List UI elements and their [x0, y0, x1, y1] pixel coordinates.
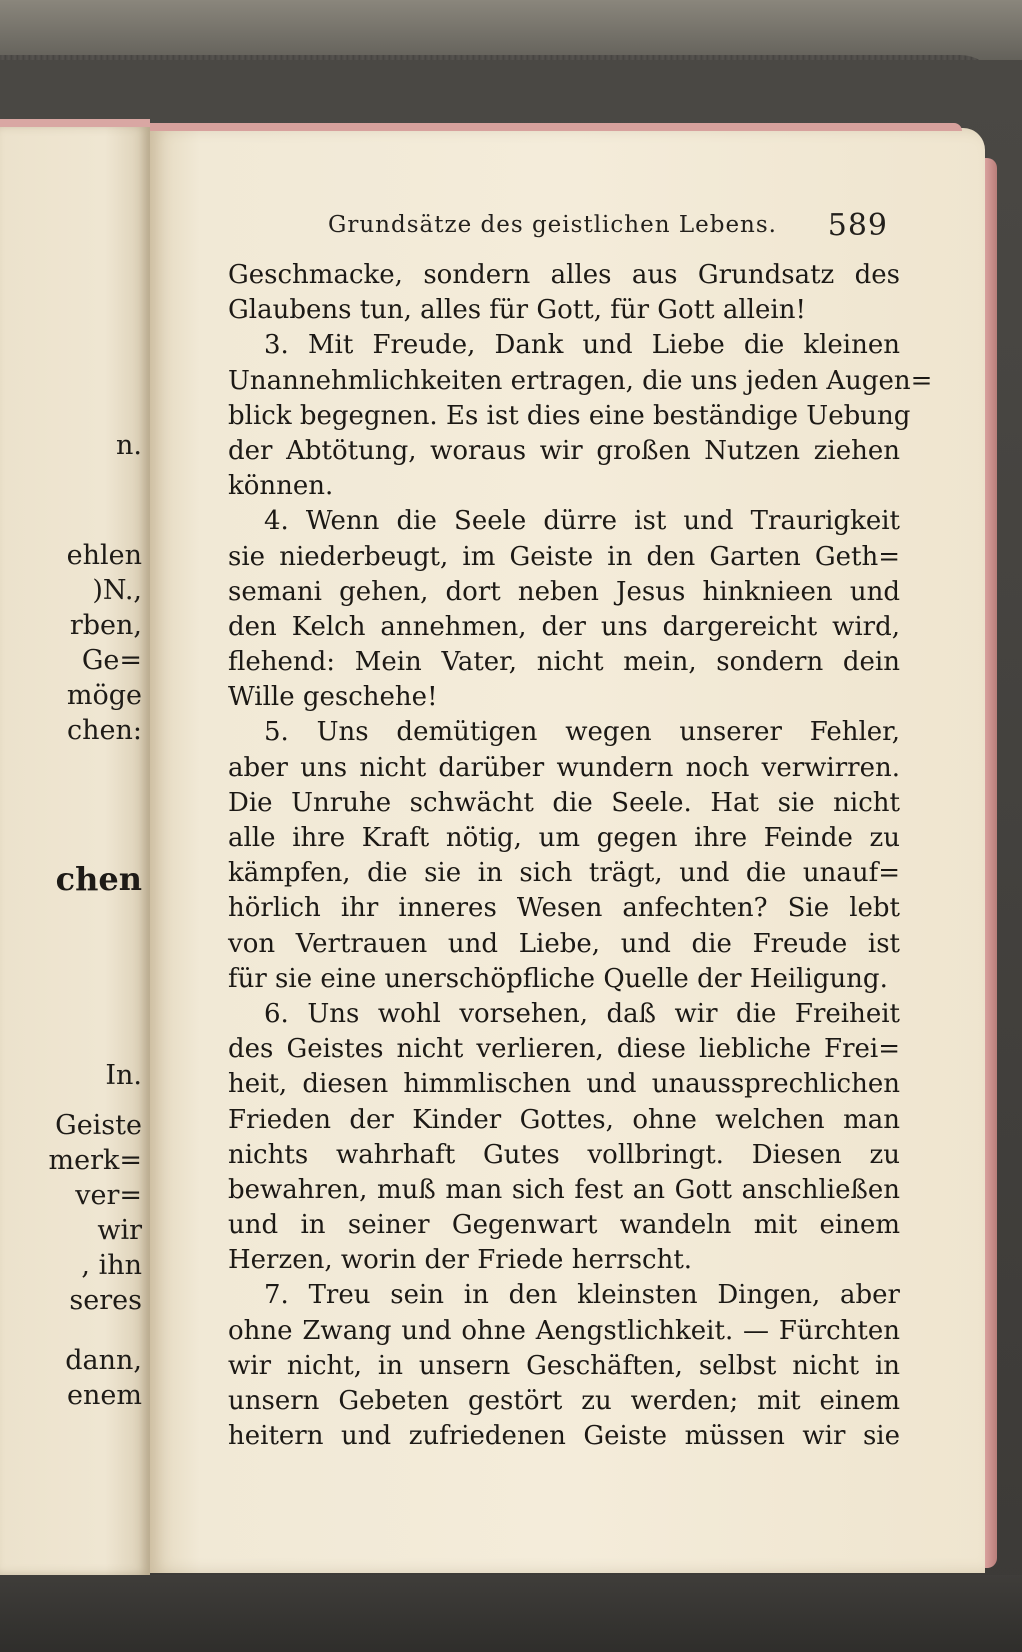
text-line: kämpfen, die sie in sich trägt, und die unauf= [228, 858, 900, 889]
left-page-red-edge [0, 119, 150, 127]
left-page-fragment: enem [67, 1380, 142, 1411]
left-page-fragment: chen: [67, 715, 142, 746]
text-line: bewahren, muß man sich fest an Gott anschließen [228, 1174, 900, 1205]
text-line: heitern und zufriedenen Geiste müssen wir sie [228, 1421, 900, 1452]
text-line: heit, diesen himmlischen und unaussprechlichen [228, 1069, 900, 1100]
running-header [328, 208, 888, 248]
text-line: nichts wahrhaft Gutes vollbringt. Diesen zu [228, 1139, 900, 1170]
text-line: wir nicht, in unsern Geschäften, selbst nicht in [228, 1350, 900, 1381]
text-line: alle ihre Kraft nötig, um gegen ihre Feinde zu [228, 823, 900, 853]
text-line: Herzen, worin der Friede herrscht. [228, 1245, 693, 1276]
left-page-fragment: chen [55, 860, 142, 898]
text-line: 5. Uns demütigen wegen unserer Fehler, [264, 717, 900, 748]
text-line: den Kelch annehmen, der uns dargereicht wird, [228, 611, 900, 642]
text-line: ohne Zwang und ohne Aengstlichkeit. — Fürchten [228, 1315, 900, 1346]
right-page-red-edge-side [985, 158, 997, 1568]
left-page-fragment: seres [69, 1285, 142, 1316]
text-line: 3. Mit Freude, Dank und Liebe die kleinen [264, 330, 900, 361]
left-page-fragment: merk= [48, 1145, 142, 1176]
text-line: Glaubens tun, alles für Gott, für Gott allein! [228, 295, 806, 326]
text-line: für sie eine unerschöpfliche Quelle der Heiligung. [228, 963, 888, 994]
text-line: blick begegnen. Es ist dies eine beständige Uebung [228, 400, 911, 431]
text-line: Frieden der Kinder Gottes, ohne welchen man [228, 1104, 900, 1135]
running-title: Grundsätze des geistlichen Lebens. [328, 212, 777, 238]
text-line: Die Unruhe schwächt die Seele. Hat sie nicht [228, 787, 900, 818]
left-page-fragment: möge [66, 680, 142, 711]
text-line: 7. Treu sein in den kleinsten Dingen, aber [264, 1280, 900, 1311]
left-page-fragment: wir [97, 1215, 142, 1246]
left-page-fragment: , ihn [81, 1250, 142, 1281]
book-cover-bottom [0, 1575, 1022, 1652]
text-line: des Geistes nicht verlieren, diese liebliche Frei= [228, 1034, 900, 1065]
text-line: der Abtötung, woraus wir großen Nutzen ziehen [228, 435, 900, 466]
text-line: Unannehmlichkeiten ertragen, die uns jeden Augen= [228, 365, 933, 396]
text-line: 4. Wenn die Seele dürre ist und Traurigkeit [264, 506, 900, 537]
text-line: können. [228, 471, 334, 502]
right-page-red-edge-top [150, 123, 962, 131]
text-line: flehend: Mein Vater, nicht mein, sondern dein [228, 647, 900, 678]
page-body-text [228, 258, 933, 1454]
text-line: hörlich ihr inneres Wesen anfechten? Sie lebt [228, 893, 900, 924]
text-line: sie niederbeugt, im Geiste in den Garten Geth= [228, 541, 900, 572]
left-page-fragment: Geiste [55, 1110, 142, 1141]
left-page-fragment: ehlen [66, 540, 142, 571]
text-line: Geschmacke, sondern alles aus Grundsatz des [228, 260, 900, 290]
text-line: semani gehen, dort neben Jesus hinknieen und [228, 576, 900, 607]
left-page-fragment: )N., [92, 575, 142, 606]
left-page-fragment: Ge= [81, 645, 142, 676]
left-page-fragment: In. [105, 1060, 142, 1091]
text-line: unsern Gebeten gestört zu werden; mit einem [228, 1386, 900, 1416]
text-line: aber uns nicht darüber wundern noch verwirren. [228, 752, 900, 783]
text-line: von Vertrauen und Liebe, und die Freude ist [228, 928, 900, 959]
left-page-fragment: rben, [69, 610, 142, 641]
left-page-fragment: n. [116, 430, 142, 461]
text-line: 6. Uns wohl vorsehen, daß wir die Freiheit [264, 998, 900, 1029]
left-page-fragment: ver= [75, 1180, 142, 1211]
page-number: 589 [827, 208, 888, 243]
left-page-fragment: dann, [65, 1345, 142, 1376]
text-line: und in seiner Gegenwart wandeln mit einem [228, 1210, 900, 1241]
text-line: Wille geschehe! [228, 682, 438, 713]
